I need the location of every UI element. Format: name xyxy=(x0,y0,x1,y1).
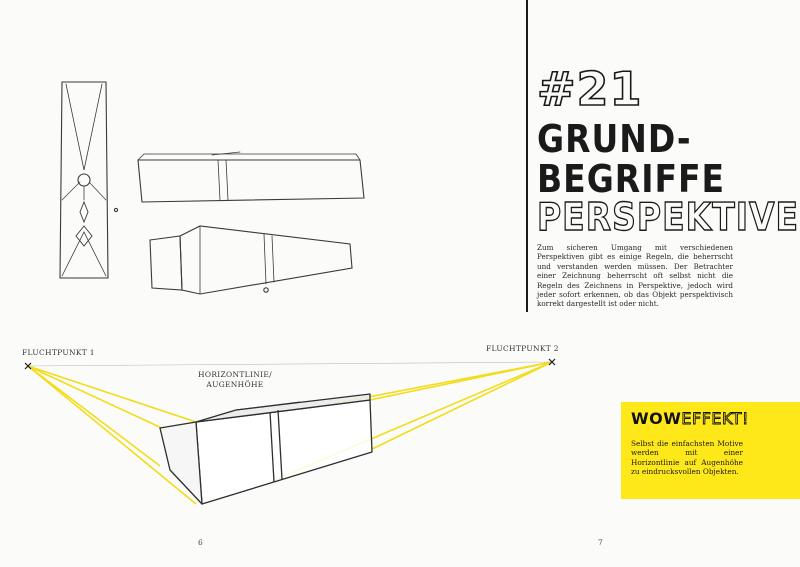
chapter-title-line1: GRUND- xyxy=(537,116,692,162)
horizon-line xyxy=(28,362,552,366)
horizon-label xyxy=(190,370,280,389)
horizon-label-line1: HORIZONTLINIE/ xyxy=(198,370,272,379)
clothespin-large-sketch xyxy=(160,394,372,504)
page-number-left: 6 xyxy=(198,538,203,547)
clothespin-perspective-sketch xyxy=(150,226,352,294)
intro-paragraph: Zum sicheren Umgang mit verschiedenen Perspektiven gibt es einige Regeln, die beherrscht und verstanden werden müssen. Der Betrachter einer Zeichnung beherrscht oft selbst nicht die Regeln des Zeichnens in Perspektive, jedoch wird jeder sofort erkennen, ob das Objekt perspektivisch korrekt dargestellt ist oder nicht. xyxy=(537,243,733,309)
wow-effect-box xyxy=(621,402,800,499)
wow-effect-title xyxy=(631,411,749,427)
wow-title-outline: EFFEKT! xyxy=(681,409,749,428)
vanishing-point-1-label: FLUCHTPUNKT 1 xyxy=(22,348,95,357)
horizon-label-line2: AUGENHÖHE xyxy=(206,379,264,389)
chapter-number: #21 xyxy=(537,62,643,116)
wow-effect-text: Selbst die einfachsten Motive werden mit einer Horizontlinie auf Augenhöhe zu eindrucksvollen Objekten. xyxy=(631,439,743,477)
chapter-title-line2: BEGRIFFE xyxy=(537,156,726,202)
wow-title-bold: WOW xyxy=(631,409,682,428)
chapter-subtitle: PERSPEKTIVE xyxy=(537,194,800,240)
page-number-right: 7 xyxy=(598,538,603,547)
clothespin-side-sketch xyxy=(138,152,364,202)
vanishing-point-2-label: FLUCHTPUNKT 2 xyxy=(486,344,559,353)
clothespin-front-sketch xyxy=(60,82,118,278)
